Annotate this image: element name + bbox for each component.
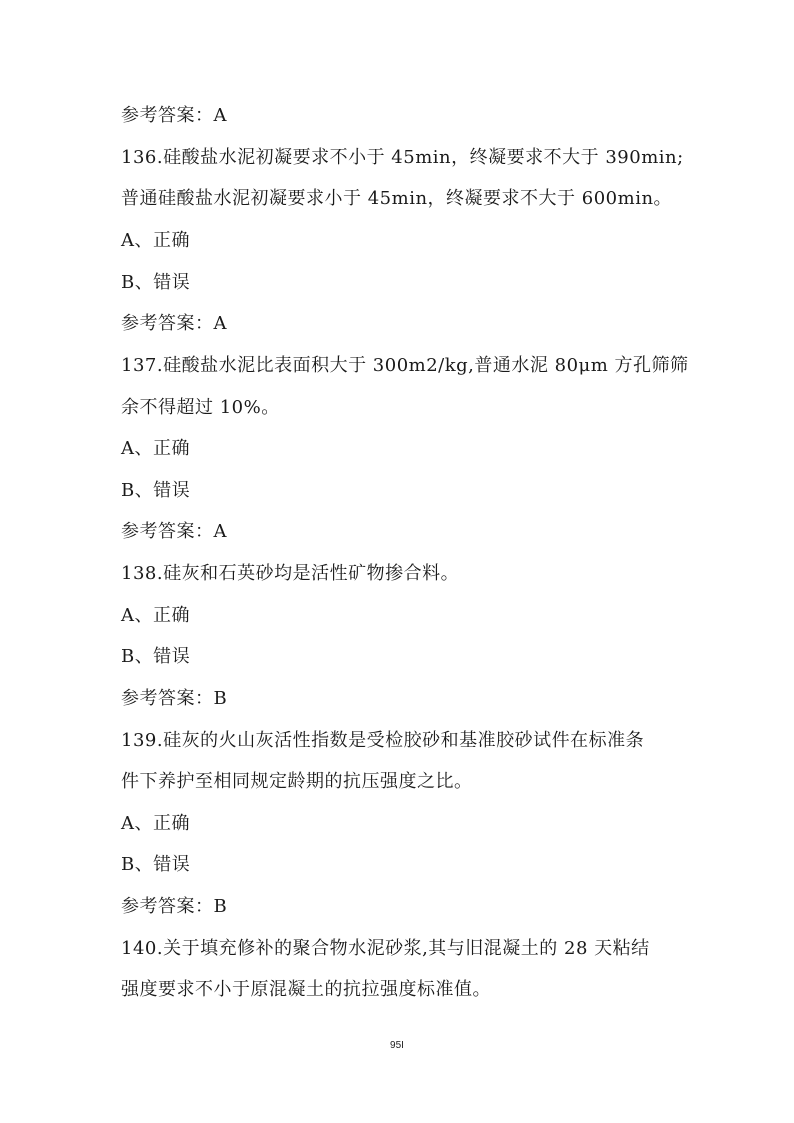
question-136-line-2: 普通硅酸盐水泥初凝要求小于 45min，终凝要求不大于 600min。: [121, 188, 673, 209]
option-136-a: A、正确: [121, 230, 190, 251]
option-137-a: A、正确: [121, 438, 190, 459]
answer-136: 参考答案：A: [121, 313, 227, 334]
question-137-line-1: 137.硅酸盐水泥比表面积大于 300m2/kg,普通水泥 80μm 方孔筛筛: [121, 355, 689, 376]
answer-135: 参考答案：A: [121, 105, 227, 126]
option-138-b: B、错误: [121, 646, 191, 667]
page-number: 95I: [390, 1040, 404, 1051]
answer-137: 参考答案：A: [121, 521, 227, 542]
question-138: 138.硅灰和石英砂均是活性矿物掺合料。: [121, 563, 460, 584]
option-137-b: B、错误: [121, 480, 191, 501]
question-137-line-2: 余不得超过 10%。: [121, 397, 280, 418]
question-139-line-1: 139.硅灰的火山灰活性指数是受检胶砂和基准胶砂试件在标准条: [121, 730, 645, 751]
option-139-b: B、错误: [121, 854, 191, 875]
question-140-line-1: 140.关于填充修补的聚合物水泥砂浆,其与旧混凝土的 28 天粘结: [121, 938, 650, 959]
option-136-b: B、错误: [121, 272, 191, 293]
option-139-a: A、正确: [121, 813, 190, 834]
question-139-line-2: 件下养护至相同规定龄期的抗压强度之比。: [121, 771, 473, 792]
question-140-line-2: 强度要求不小于原混凝土的抗拉强度标准值。: [121, 979, 491, 1000]
question-136-line-1: 136.硅酸盐水泥初凝要求不小于 45min，终凝要求不大于 390min;: [121, 147, 684, 168]
answer-138: 参考答案：B: [121, 688, 228, 709]
answer-139: 参考答案：B: [121, 896, 228, 917]
option-138-a: A、正确: [121, 605, 190, 626]
